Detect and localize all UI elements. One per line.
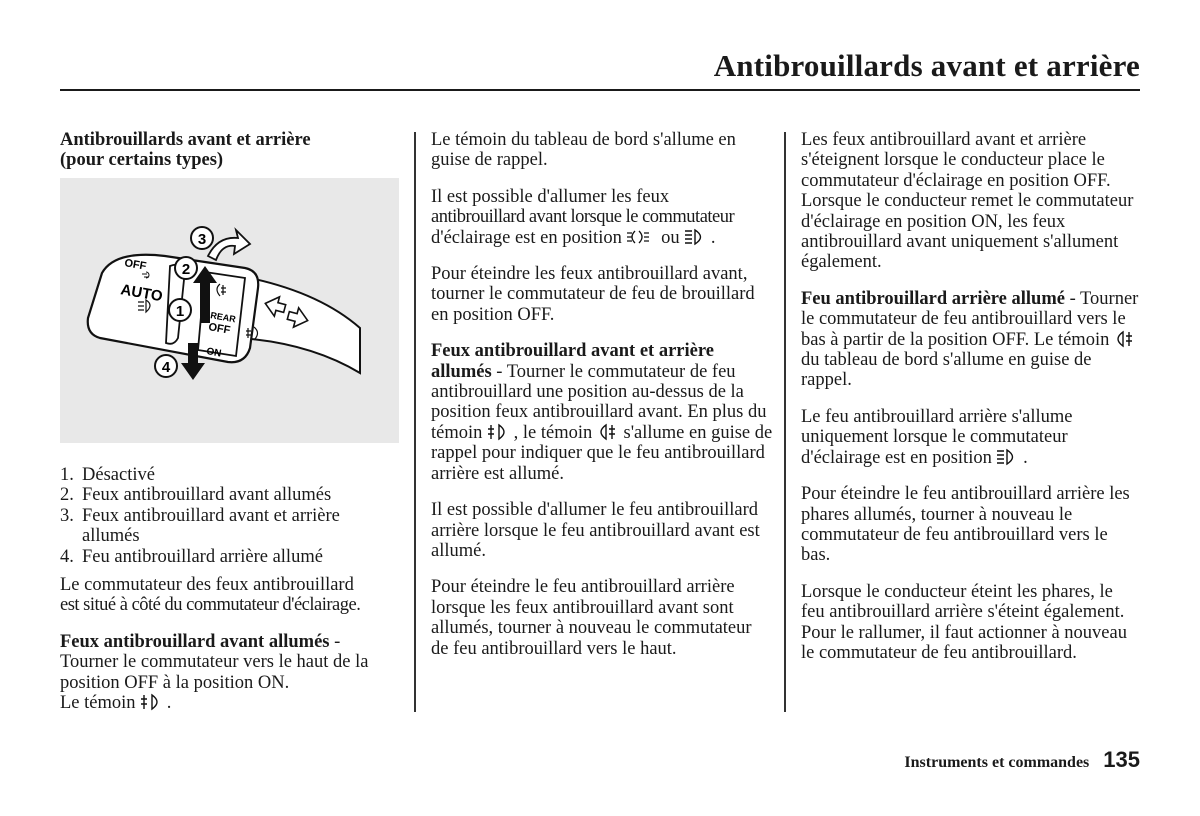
paragraph-front-rear: Feux antibrouillard avant et arrière allumés - Tourner le commutateur de feu antibrouillard une position au-dessus de la position feux antibrouillard avant. En plus du témoin , le témoin s'allume en guise de rappel pour indiquer que le feu antibrouillard arrière est allumé. bbox=[431, 341, 773, 484]
rear-fog-indicator-icon bbox=[597, 423, 624, 443]
column-1 bbox=[60, 130, 400, 171]
paragraph-front-fog: Feux antibrouillard avant allumés - Tourner le commutateur vers le haut de la position OFF à la position ON. Le témoin . bbox=[60, 631, 369, 714]
footer-section: Instruments et commandes bbox=[904, 754, 1090, 771]
switch-illustration bbox=[60, 178, 399, 443]
caption-item: 3. Feux antibrouillard avant et arrière allumés bbox=[60, 505, 340, 547]
column-divider-2 bbox=[784, 132, 786, 712]
label-rear: REAR bbox=[209, 310, 237, 325]
callout-2 bbox=[175, 257, 197, 279]
headlight-icon bbox=[996, 448, 1023, 468]
paragraph-reminder: Le témoin du tableau de bord s'allume en guise de rappel. bbox=[431, 130, 736, 171]
callout-3 bbox=[191, 227, 213, 249]
column-1-body bbox=[60, 465, 400, 729]
label-on: ON bbox=[205, 346, 223, 360]
curved-arrow-icon bbox=[208, 230, 250, 260]
page-footer bbox=[904, 747, 1140, 773]
callout-3-label: 3 bbox=[197, 231, 207, 248]
parking-light-icon bbox=[626, 228, 661, 248]
column-divider-1 bbox=[414, 132, 416, 712]
section-heading-line1: Antibrouillards avant et arrière bbox=[60, 130, 311, 150]
callout-4 bbox=[155, 355, 177, 377]
label-off-2: OFF bbox=[207, 321, 232, 337]
callout-1 bbox=[169, 299, 191, 321]
paragraph-possible-rear: Il est possible d'allumer le feu antibrouillard arrière lorsque le feu antibrouillard avant est allumé. bbox=[431, 500, 760, 561]
paragraph-turn-off-rear: Pour éteindre le feu antibrouillard arrière lorsque les feux antibrouillard avant sont allumés, tourner à nouveau le commutateur de feu antibrouillard vers le haut. bbox=[431, 577, 752, 659]
front-fog-indicator-icon bbox=[140, 693, 167, 713]
paragraph-turn-off-front: Pour éteindre les feux antibrouillard avant, tourner le commutateur de feu de brouillard en position OFF. bbox=[431, 264, 755, 325]
title-rule bbox=[60, 89, 1140, 91]
callout-4-label: 4 bbox=[161, 359, 171, 376]
label-auto: AUTO bbox=[119, 281, 164, 306]
caption-item: 2. Feux antibrouillard avant allumés bbox=[60, 485, 332, 506]
figure-captions bbox=[60, 465, 400, 567]
paragraph-headlights-off: Lorsque le conducteur éteint les phares, le feu antibrouillard arrière s'éteint également. Pour le rallumer, il faut actionner à nouveau le commutateur de feu antibrouillard. bbox=[801, 581, 1127, 663]
paragraph-rear-on: Feu antibrouillard arrière allumé - Tourner le commutateur de feu antibrouillard vers le bas à partir de la position OFF. Le témoin du tableau de bord s'allume en guise de rappel. bbox=[801, 288, 1139, 391]
column-3 bbox=[801, 130, 1141, 679]
front-fog-indicator-icon bbox=[487, 423, 514, 443]
rear-fog-indicator-icon bbox=[1114, 330, 1136, 350]
paragraph-location: Le commutateur des feux antibrouillard est situé à côté du commutateur d'éclairage. bbox=[60, 575, 361, 616]
callout-2-label: 2 bbox=[181, 261, 191, 278]
paragraph-turn-off-rear-headlights: Pour éteindre le feu antibrouillard arrière les phares allumés, tourner à nouveau le commutateur de feu antibrouillard vers le bas. bbox=[801, 484, 1130, 566]
page-title: Antibrouillards avant et arrière bbox=[713, 48, 1140, 83]
callout-1-label: 1 bbox=[175, 303, 185, 320]
section-heading-line2: (pour certains types) bbox=[60, 150, 224, 171]
page-number: 135 bbox=[1103, 747, 1140, 772]
fog-light-switch-figure bbox=[60, 178, 399, 443]
caption-item: 4. Feu antibrouillard arrière allumé bbox=[60, 546, 323, 567]
paragraph-possible-front: Il est possible d'allumer les feux antibrouillard avant lorsque le commutateur d'éclairage est en position ou . bbox=[431, 186, 735, 248]
headlight-icon bbox=[684, 228, 711, 248]
label-off: OFF bbox=[123, 257, 148, 273]
column-2 bbox=[431, 130, 773, 675]
paragraph-rear-only: Le feu antibrouillard arrière s'allume uniquement lorsque le commutateur d'éclairage est en position . bbox=[801, 406, 1073, 468]
paragraph-lights-off: Les feux antibrouillard avant et arrière s'éteignent lorsque le conducteur place le commutateur d'éclairage en position OFF. Lorsque le conducteur remet le commutateur d'éclairage en position ON, les feux antibrouillard avant uniquement s'allument également. bbox=[801, 130, 1134, 273]
caption-item: 1. Désactivé bbox=[60, 465, 155, 485]
